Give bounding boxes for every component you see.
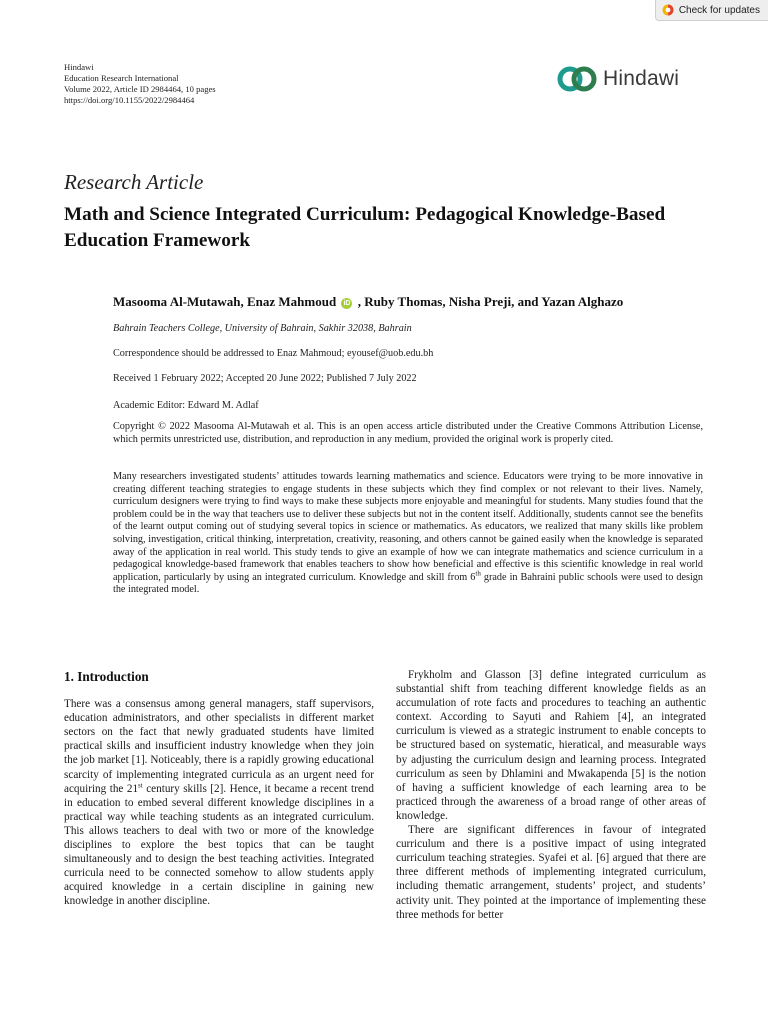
copyright-notice: Copyright © 2022 Masooma Al-Mutawah et al. This is an open access article distributed under the Creative Commons Attribution License, which permits unrestricted use, distribution, and reproduction in any medium, provided the original work is properly cited. — [113, 421, 703, 445]
journal-name: Education Research International — [64, 73, 179, 83]
intro-text: There was a consensus among general managers, staff supervisors, education administrators, and other specialists in different market sectors on the fact that newly graduated students have limited practical skills and insufficient industry knowledge when they join the job market [1]. Noticeably, there is a rapidly growing educational scarcity of implementing integrated curricula as an urgent need for acquiring the 21 — [64, 698, 374, 795]
article-type: Research Article — [64, 170, 204, 194]
academic-editor: Academic Editor: Edward M. Adlaf — [113, 400, 259, 411]
article-title: Math and Science Integrated Curriculum: Pedagogical Knowledge-Based Education Framework — [64, 204, 666, 251]
intro-text-end: century skills [2]. Hence, it became a recent trend in education to embed several different knowledge disciplines in a practical way while teaching students as an integrated curriculum. This allows teachers to deal with two or more of the knowledge disciplines to explore the best topics that can be taught simultaneously and to design the best teaching activities. Integrated curricula need to be connected somehow to allow students apply acquired knowledge in a certain discipline in gaining new knowledge in another discipline. — [64, 782, 374, 908]
right-column — [396, 668, 706, 922]
intro-paragraph — [64, 697, 374, 908]
hindawi-logo-icon — [557, 63, 597, 95]
abstract-text: Many researchers investigated students’ attitudes towards learning mathematics and science. Educators were trying to be more innovative in creating different teaching strategies to engage students in these subjects which they find complex or not relevant to their lives. Namely, curriculum designers were trying to find ways to make these subjects more enjoyable and meaningful for students. Many studies found that the problem could be in the way that teachers use to deliver these subjects but not in the content itself. Additionally, students cannot see the benefits of the learnt output coming out of studying several topics in science or mathematics. As educators, we realized that many skills like problem solving, investigation, critical thinking, interpretation, creativity, reasoning, and others cannot be gained easily when the knowledge is separated away of the application in real world. This study tends to give an example of how we can integrate mathematics and science curriculum in a pedagogical knowledge-based framework that enables teachers to show how beneficial and effective is this scientific knowledge in real world application, particularly by using an integrated curriculum. Knowledge and skill from 6 — [113, 471, 703, 583]
abstract-text-end: grade in Bahraini public schools were used to design the integrated model. — [113, 571, 703, 596]
doi-link[interactable]: https://doi.org/10.1155/2022/2984464 — [64, 95, 195, 105]
affiliation: Bahrain Teachers College, University of Bahrain, Sakhir 32038, Bahrain — [113, 323, 412, 334]
section-heading-introduction: 1. Introduction — [64, 669, 149, 684]
left-column — [64, 668, 374, 909]
check-for-updates-icon — [662, 4, 674, 16]
abstract — [113, 471, 703, 597]
journal-header — [64, 62, 216, 106]
correspondence: Correspondence should be addressed to Enaz Mahmoud; eyousef@uob.edu.bh — [113, 348, 434, 359]
author-list — [113, 294, 623, 310]
orcid-icon[interactable]: iD — [343, 300, 351, 307]
authors-first: Masooma Al-Mutawah, Enaz Mahmoud — [113, 294, 337, 309]
logo-wordmark: Hindawi — [603, 67, 680, 90]
intro-superscript: st — [138, 780, 143, 789]
authors-rest: , Ruby Thomas, Nisha Preji, and Yazan Alghazo — [357, 294, 624, 309]
check-for-updates-label: Check for updates — [678, 4, 760, 16]
publication-dates: Received 1 February 2022; Accepted 20 June 2022; Published 7 July 2022 — [113, 373, 417, 384]
abstract-superscript: th — [475, 569, 481, 578]
body-paragraph: There are significant differences in favour of integrated curriculum and there is a positive impact of using integrated curriculum teaching strategies. Syafei et al. [6] argued that there are three different methods of implementing integrated curriculum, including thematic arrangement, students’ project, and students’ activity unit. They pointed at the importance of implementing these three methods for better — [396, 824, 706, 921]
publisher-name: Hindawi — [64, 62, 94, 72]
body-paragraph: Frykholm and Glasson [3] define integrated curriculum as substantial shift from teaching different knowledge fields as an accumulation of rote facts and procedures to teaching an authentic context. According to Sayuti and Rahiem [4], an integrated curriculum is viewed as a strategic instrument to enable concepts to be structured based on systematic, hieratical, and measurable ways by adjusting the curriculum design and learning process. Integrated curriculum as seen by Dhlamini and Mwakapenda [5] is the notion of having a sufficient knowledge of each learning area to be practiced through the awareness of a broad range of other areas of knowledge. — [396, 669, 706, 822]
check-for-updates-button[interactable] — [655, 0, 768, 21]
volume-line: Volume 2022, Article ID 2984464, 10 pages — [64, 84, 216, 94]
hindawi-logo — [557, 63, 679, 95]
